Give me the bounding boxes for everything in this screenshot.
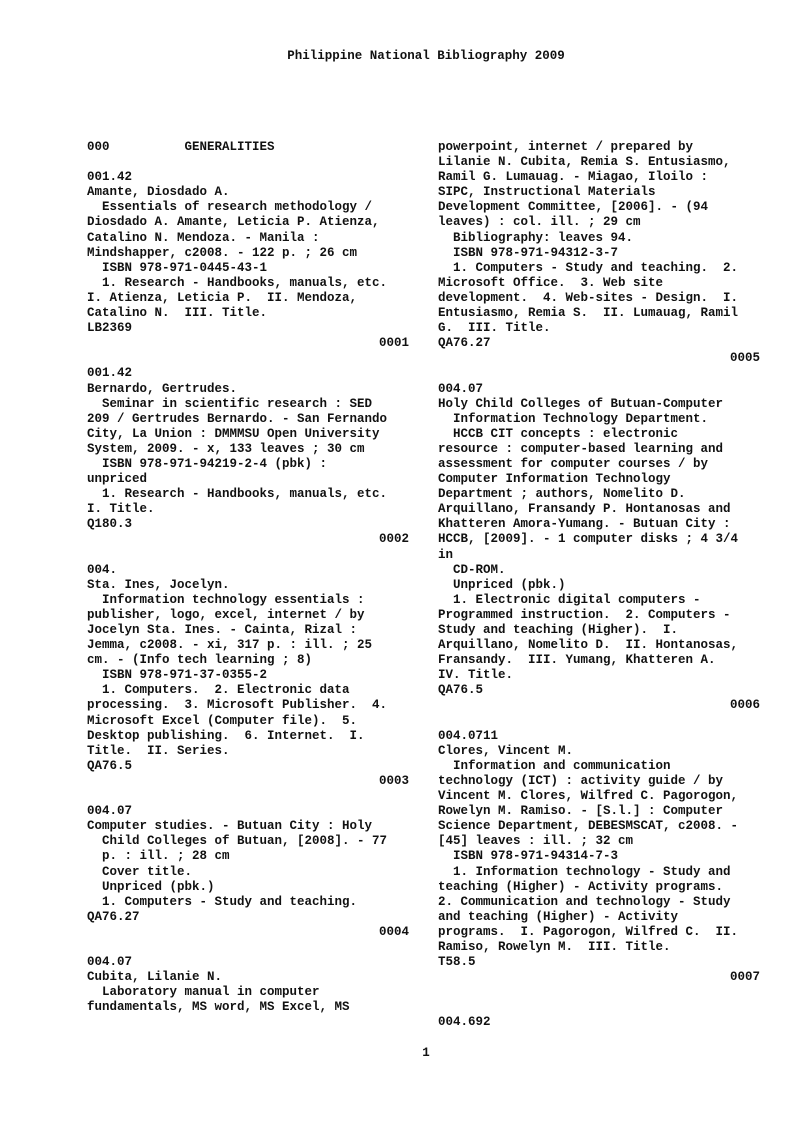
entry-line: Ramil G. Lumauag. - Miagao, Iloilo : [438,170,709,185]
entry-line: Computer Information Technology [438,472,671,487]
entry-line: Holy Child Colleges of Butuan-Computer [438,396,724,411]
entry-line: 004.0711 [438,728,499,743]
page-number: 1 [422,1046,430,1060]
entry-line: Seminar in scientific research : SED [87,396,373,411]
section-code: 000 [87,140,110,154]
entry-line: Vincent M. Clores, Wilfred C. Pagorogon, [438,789,739,804]
entry-line: QA76.5 [438,683,484,698]
entry-line: Bibliography: leaves 94. [438,230,634,245]
entry-line: QA76.27 [87,909,140,924]
entry-line: 001.42 [87,366,133,381]
left-column [87,140,409,1015]
entry-line: Information Technology Department. [438,411,709,426]
section-heading [87,140,409,155]
entry-line: Mindshapper, c2008. - 122 p. ; 26 cm [87,245,358,260]
entry-line: Catalino N. Mendoza. - Manila : [87,230,320,245]
entry-line: Catalino N. III. Title. [87,306,268,321]
entry-line: Jocelyn Sta. Ines. - Cainta, Rizal : [87,623,358,637]
entry-line: T58.5 [438,955,476,970]
entry-line: Study and teaching (Higher). I. [438,623,679,637]
entry-line: Essentials of research methodology / [87,200,373,215]
entry-line: Microsoft Excel (Computer file). 5. [87,713,358,728]
entry-line: Child Colleges of Butuan, [2008]. - 77 [87,834,388,849]
entry-line: unpriced [87,472,148,487]
entry-line: Diosdado A. Amante, Leticia P. Atienza, [87,215,380,230]
spacer [438,1000,760,1015]
entry-line: Clores, Vincent M. [438,743,574,758]
spacer [87,351,409,366]
entry-line: publisher, logo, excel, internet / by [87,607,365,622]
entry-line: Jemma, c2008. - xi, 317 p. : ill. ; 25 [87,638,373,653]
entry-line: Microsoft Office. 3. Web site [438,275,664,290]
entry-line: 004.692 [438,1015,491,1030]
entry-line: Development Committee, [2006]. - (94 [438,200,709,215]
entry-line: Computer studies. - Butuan City : Holy [87,819,373,834]
spacer [438,714,760,729]
entry-line: 1. Research - Handbooks, manuals, etc. [87,487,388,502]
entry-line: Science Department, DEBESMSCAT, c2008. - [438,819,739,834]
accession-number: 0006 [729,698,760,713]
entry-line: Fransandy. III. Yumang, Khatteren A. [438,653,716,668]
entry-line: resource : computer-based learning and [438,441,724,456]
entry-line: Khatteren Amora-Yumang. - Butuan City : [438,517,731,532]
page-header-title: Philippine National Bibliography 2009 [287,49,565,63]
entry-line: 1. Electronic digital computers - [438,592,701,607]
right-column [438,140,760,1031]
entry-line: ISBN 978-971-94314-7-3 [438,849,619,864]
entry-line: Bernardo, Gertrudes. [87,381,238,396]
entry-line: 209 / Gertrudes Bernardo. - San Fernando [87,411,388,426]
entry-line: p. : ill. ; 28 cm [87,849,230,864]
entry-line: Rowelyn M. Ramiso. - [S.l.] : Computer [438,804,724,819]
section-name: GENERALITIES [184,140,275,154]
entry-line: 004.07 [438,381,484,396]
entry-line: [45] leaves : ill. ; 32 cm [438,834,634,849]
entry-line: Information technology essentials : [87,592,365,607]
accession-number: 0002 [378,532,409,547]
entry-line: Desktop publishing. 6. Internet. I. [87,728,365,743]
entry-line: Arquillano, Nomelito D. II. Hontanosas, [438,638,739,653]
entry-line: Department ; authors, Nomelito D. [438,487,686,502]
accession-number: 0007 [729,970,760,985]
entry-line: leaves) : col. ill. ; 29 cm [438,215,641,230]
entry-line: HCCB, [2009]. - 1 computer disks ; 4 3/4 [438,532,739,547]
spacer [87,548,409,563]
entry-line: 1. Computers. 2. Electronic data [87,683,350,698]
entry-line: QA76.27 [438,336,491,351]
entry-line: fundamentals, MS word, MS Excel, MS [87,1000,350,1015]
spacer [87,155,409,170]
entry-line: QA76.5 [87,758,133,773]
entry-line: ISBN 978-971-94219-2-4 (pbk) : [87,456,328,471]
entry-line: 1. Research - Handbooks, manuals, etc. [87,275,388,290]
entry-line: CD-ROM. [438,562,506,577]
accession-number: 0004 [378,924,409,939]
entry-line: I. Atienza, Leticia P. II. Mendoza, [87,290,358,305]
entry-line: City, La Union : DMMMSU Open University [87,426,380,441]
entry-line: and teaching (Higher) - Activity [438,909,679,924]
entry-line: teaching (Higher) - Activity programs. [438,879,724,894]
entry-line: IV. Title. [438,668,514,683]
entry-line: Laboratory manual in computer [87,985,320,1000]
entry-line: Amante, Diosdado A. [87,185,230,200]
accession-number: 0003 [378,773,409,788]
entry-line: Lilanie N. Cubita, Remia S. Entusiasmo, [438,155,731,170]
spacer [87,940,409,955]
accession-number: 0001 [378,336,409,351]
spacer [438,985,760,1000]
entry-line: I. Title. [87,502,155,517]
entry-line: Title. II. Series. [87,743,230,758]
spacer [438,366,760,381]
entry-line: 1. Information technology - Study and [438,864,731,879]
entry-line: Ramiso, Rowelyn M. III. Title. [438,939,671,954]
entry-line: System, 2009. - x, 133 leaves ; 30 cm [87,441,365,456]
entry-line: 1. Computers - Study and teaching. 2. [438,260,739,275]
entry-line: ISBN 978-971-37-0355-2 [87,668,268,683]
entry-line: technology (ICT) : activity guide / by [438,773,724,788]
entry-line: Cover title. [87,864,193,879]
entry-line: ISBN 978-971-0445-43-1 [87,260,268,275]
entry-line: 004. [87,562,118,577]
entry-line: powerpoint, internet / prepared by [438,140,694,154]
entry-line: Entusiasmo, Remia S. II. Lumauag, Ramil [438,306,739,321]
entry-line: 004.07 [87,804,133,819]
spacer [87,789,409,804]
entry-line: G. III. Title. [438,321,551,336]
entry-line: 2. Communication and technology - Study [438,894,731,909]
entry-line: assessment for computer courses / by [438,456,709,471]
entry-line: Unpriced (pbk.) [87,879,215,894]
entry-line: 001.42 [87,170,133,185]
entry-line: development. 4. Web-sites - Design. I. [438,290,739,305]
entry-line: ISBN 978-971-94312-3-7 [438,245,619,260]
entry-line: Unpriced (pbk.) [438,577,566,592]
entry-line: Cubita, Lilanie N. [87,970,223,985]
entry-line: Arquillano, Fransandy P. Hontanosas and [438,502,731,517]
entry-line: Q180.3 [87,517,133,532]
entry-line: in [438,547,454,562]
entry-line: processing. 3. Microsoft Publisher. 4. [87,698,388,713]
entry-line: Sta. Ines, Jocelyn. [87,577,230,592]
entry-line: programs. I. Pagorogon, Wilfred C. II. [438,924,739,939]
accession-number: 0005 [729,351,760,366]
entry-line: HCCB CIT concepts : electronic [438,426,679,441]
entry-line: LB2369 [87,321,133,336]
entry-line: cm. - (Info tech learning ; 8) [87,653,313,668]
entry-line: Information and communication [438,758,671,773]
entry-line: 1. Computers - Study and teaching. [87,894,358,909]
entry-line: Programmed instruction. 2. Computers - [438,607,731,622]
entry-line: 004.07 [87,955,133,970]
entry-line: SIPC, Instructional Materials [438,185,656,200]
